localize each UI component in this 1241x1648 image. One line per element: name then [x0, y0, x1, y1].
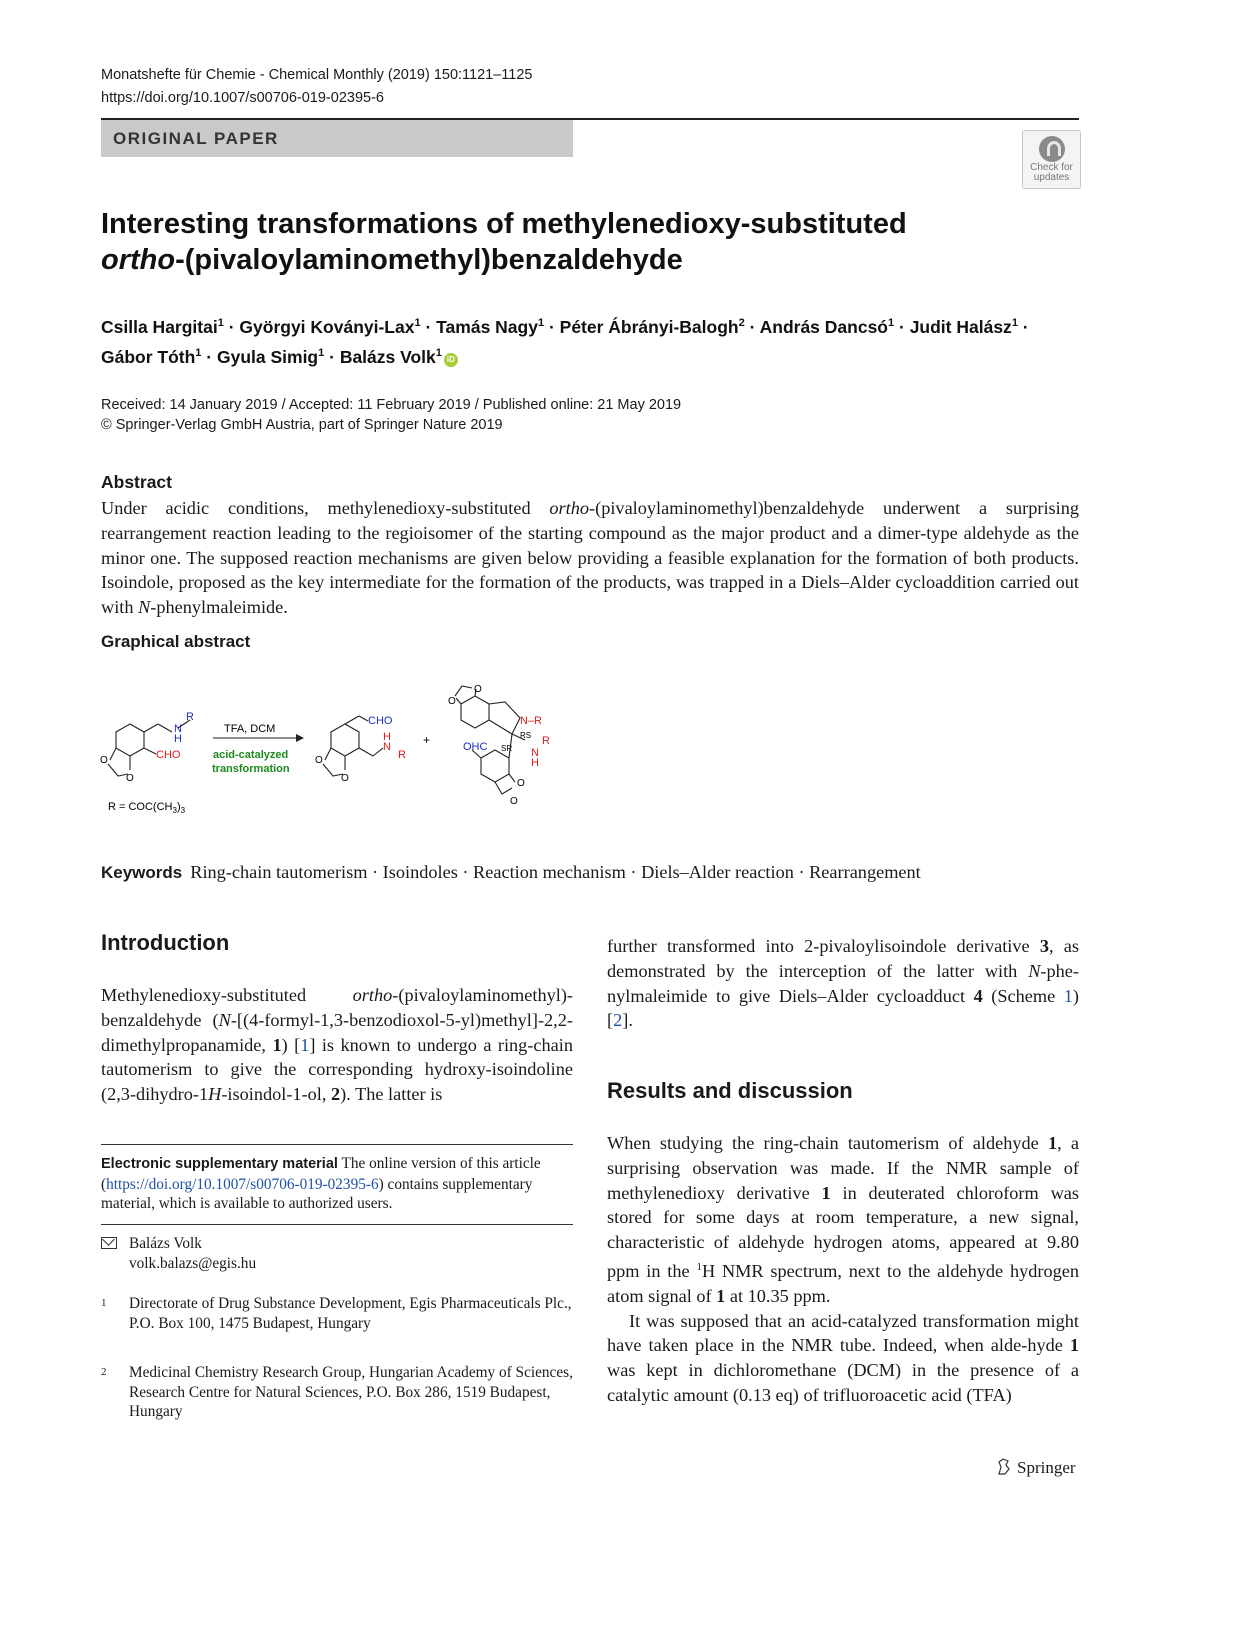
author-affiliation-mark: 1 [537, 317, 545, 329]
springer-horse-icon [996, 1458, 1012, 1476]
results-paragraph-1: When studying the ring-chain tautomerism of aldehyde 1, a surprising observation was made. If the NMR sample of methylenedioxy derivative 1 in deuterated chloroform was stored for some days at room temperature, a new signal, characteristic of aldehyde hydrogen atoms, appeared at 9.80 ppm in the $^1$H NMR spectrum, next to the aldehyde hydrogen atom signal of 1 at 10.35 ppm. [607, 1133, 1080, 1306]
ga-r-label-3: R [542, 735, 550, 747]
footnote-rule-bottom [101, 1224, 573, 1225]
doi-link[interactable]: https://doi.org/10.1007/s00706-019-02395-6 [101, 90, 384, 106]
ga-h-label-2: H [383, 731, 391, 743]
ga-h-label-3: H [531, 757, 539, 769]
ga-cho-label-1: CHO [156, 749, 181, 761]
ga-catalysis-2: transformation [212, 763, 290, 775]
affiliation-1: 1 Directorate of Drug Substance Development, Egis Pharmaceuticals Plc., P.O. Box 100, 1475 Budapest, Hungary [101, 1295, 572, 1332]
author-affiliation-mark: 2 [738, 317, 745, 329]
author-affiliation-mark: 1 [217, 317, 224, 329]
esm-doi-link[interactable]: https://doi.org/10.1007/s00706-019-02395-6 [106, 1175, 379, 1193]
author-name: Péter Ábrányi-Balogh [559, 316, 739, 337]
publisher-name: Springer [1017, 1458, 1076, 1477]
author-affiliation-mark: 1 [414, 317, 421, 329]
corresponding-author [101, 1234, 573, 1273]
abstract-heading: Abstract [101, 472, 172, 492]
author-name: Gábor Tóth [101, 346, 196, 367]
publication-dates [101, 395, 681, 435]
ga-catalysis-1: acid-catalyzed [213, 749, 289, 761]
envelope-icon [101, 1237, 117, 1249]
footnote-rule-top [101, 1144, 573, 1145]
journal-citation: Monatshefte für Chemie - Chemical Monthly (2019) 150:1121–1125 [101, 67, 533, 83]
ga-nr-label: N–R [520, 715, 543, 727]
introduction-body: Methylenedioxy-substituted ortho-(pivaloylaminomethyl)-benzaldehyde (N-[(4-formyl-1,3-benzodioxol-5-yl)methyl]-2,2-dimethylpropanamide, 1) [1] is known to undergo a ring-chain tautomerism to give the corresponding hydroxy-isoindoline (2,3-dihydro-1H-isoindol-1-ol, 2). The latter is [101, 985, 573, 1105]
right-column-continuation: further transformed into 2-pivaloylisoindole derivative 3, as demonstrated by the interception of the latter with N-phe-nylmaleimide to give Diels–Alder cycloadduct 4 (Scheme 1) [2]. [607, 936, 1079, 1031]
benzene-ring-1 [116, 724, 144, 756]
author-affiliation-mark: 1 [318, 346, 325, 359]
keywords [101, 860, 1079, 885]
ga-o-label-5: O [474, 684, 482, 695]
ga-sr-label: SR [501, 744, 513, 753]
results-paragraph-2: It was supposed that an acid-catalyzed transformation might have taken place in the NMR tube. Indeed, when alde-hyde 1 was kept in dichloromethane (DCM) in the presence of a catalytic amount (0.13 eq) of trifluoroacetic acid (TFA) [607, 1310, 1079, 1406]
author-name: Tamás Nagy [436, 316, 538, 337]
results-body [607, 1131, 1079, 1408]
article-type-banner [101, 120, 573, 157]
check-for-updates-badge[interactable] [1022, 130, 1081, 189]
keywords-list: Ring-chain tautomerism · Isoindoles · Reaction mechanism · Diels–Alder reaction · Rearrangement [190, 862, 921, 882]
author-name: Balázs Volk [339, 346, 436, 367]
author-name: Judit Halász [909, 316, 1012, 337]
orcid-icon[interactable]: iD [444, 353, 458, 367]
journal-header [101, 64, 532, 110]
author-name: András Dancsó [759, 316, 888, 337]
graphical-abstract-scheme [100, 676, 570, 821]
author-affiliation-mark: 1 [1011, 317, 1018, 329]
ga-o-label-8: O [517, 778, 525, 789]
keywords-label: Keywords [101, 863, 183, 882]
results-heading: Results and discussion [607, 1078, 853, 1103]
contact-name: Balázs Volk [129, 1235, 202, 1252]
ga-rs-label: RS [520, 731, 532, 740]
ga-ohc-label: OHC [463, 741, 488, 753]
scheme-1-link[interactable]: 1 [1063, 985, 1073, 1006]
article-title [101, 206, 1101, 278]
author-name: Györgyi Koványi-Lax [239, 316, 415, 337]
ga-n-label-1: N [174, 723, 182, 735]
ga-o-label-7: O [510, 796, 518, 807]
author-affiliation-mark: 1 [888, 317, 895, 329]
ga-o-label-2: O [126, 773, 134, 784]
ga-o-label-3: O [315, 755, 323, 766]
introduction-heading: Introduction [101, 930, 230, 955]
ga-plus: + [423, 733, 431, 747]
ga-o-label-6: O [448, 696, 456, 707]
check-updates-text-1: Check for [1030, 162, 1073, 173]
article-type-label: ORIGINAL PAPER [113, 129, 279, 148]
ga-n-label-2: N [383, 741, 391, 753]
ga-r-definition: $R = COC(CH_3)_3$ [108, 801, 186, 815]
refresh-icon [1039, 136, 1065, 162]
check-updates-text-2: updates [1033, 172, 1070, 183]
ga-reagents: TFA, DCM [224, 723, 276, 735]
ga-cho-label-2: CHO [368, 715, 393, 727]
author-affiliation-mark: 1 [435, 346, 442, 359]
abstract-body: Under acidic conditions, methylenedioxy-substituted ortho-(pivaloylaminomethyl)benzaldehyde underwent a surprising rearrangement reaction leading to the regioisomer of the starting compound as the major product and a dimer-type aldehyde as the minor one. The supposed reaction mechanisms are given below providing a feasible explanation for the formation of both products. Isoindole, proposed as the key intermediate for the formation of the products, was trapped in a Diels–Alder cycloaddition carried out with N-phenylmaleimide. [101, 498, 1079, 618]
ga-o-label-4: O [341, 773, 349, 784]
title-line-1: Interesting transformations of methylenedioxy-substituted [101, 208, 907, 240]
author-list: Csilla Hargitai$^1$ · Györgyi Koványi-Lax$^1$ · Tamás Nagy$^1$ · Péter Ábrányi-Balogh$^2$ · András Dancsó$^1$ · Judit Halász$^1$ · Gábor Tóth$^1$ · Gyula Simig$^1$ · Balázs Volk$^1$iD [101, 316, 1029, 367]
affiliation-2: 2 Medicinal Chemistry Research Group, Hungarian Academy of Sciences, Research Centre for Natural Sciences, P.O. Box 286, 1519 Budapest, Hungary [101, 1364, 573, 1420]
ga-r-label-1: R [186, 711, 194, 723]
author-name: Csilla Hargitai [101, 316, 218, 337]
publisher-logo [996, 1458, 1076, 1478]
graphical-abstract-heading: Graphical abstract [101, 632, 251, 651]
copyright-line: © Springer-Verlag GmbH Austria, part of Springer Nature 2019 [101, 417, 503, 433]
reference-2-link[interactable]: 2 [613, 1010, 623, 1031]
contact-email[interactable]: volk.balazs@egis.hu [129, 1254, 257, 1272]
ga-r-label-2: R [398, 749, 406, 761]
author-affiliation-mark: 1 [195, 346, 202, 359]
title-line-2: ortho-(pivaloylaminomethyl)benzaldehyde [101, 244, 683, 276]
electronic-supplementary-material: Electronic supplementary material The online version of this article (https://doi.org/10.1007/s00706-019-02395-6) contains supplementary material, which is available to authorized users. [101, 1155, 541, 1212]
ga-h-label-1: H [174, 733, 182, 745]
ga-n-label-3: N [531, 747, 539, 759]
dates-line: Received: 14 January 2019 / Accepted: 11 February 2019 / Published online: 21 May 2019 [101, 397, 682, 413]
author-name: Gyula Simig [216, 346, 319, 367]
reference-1-link[interactable]: 1 [300, 1034, 310, 1055]
ga-o-label-1: O [100, 755, 108, 766]
